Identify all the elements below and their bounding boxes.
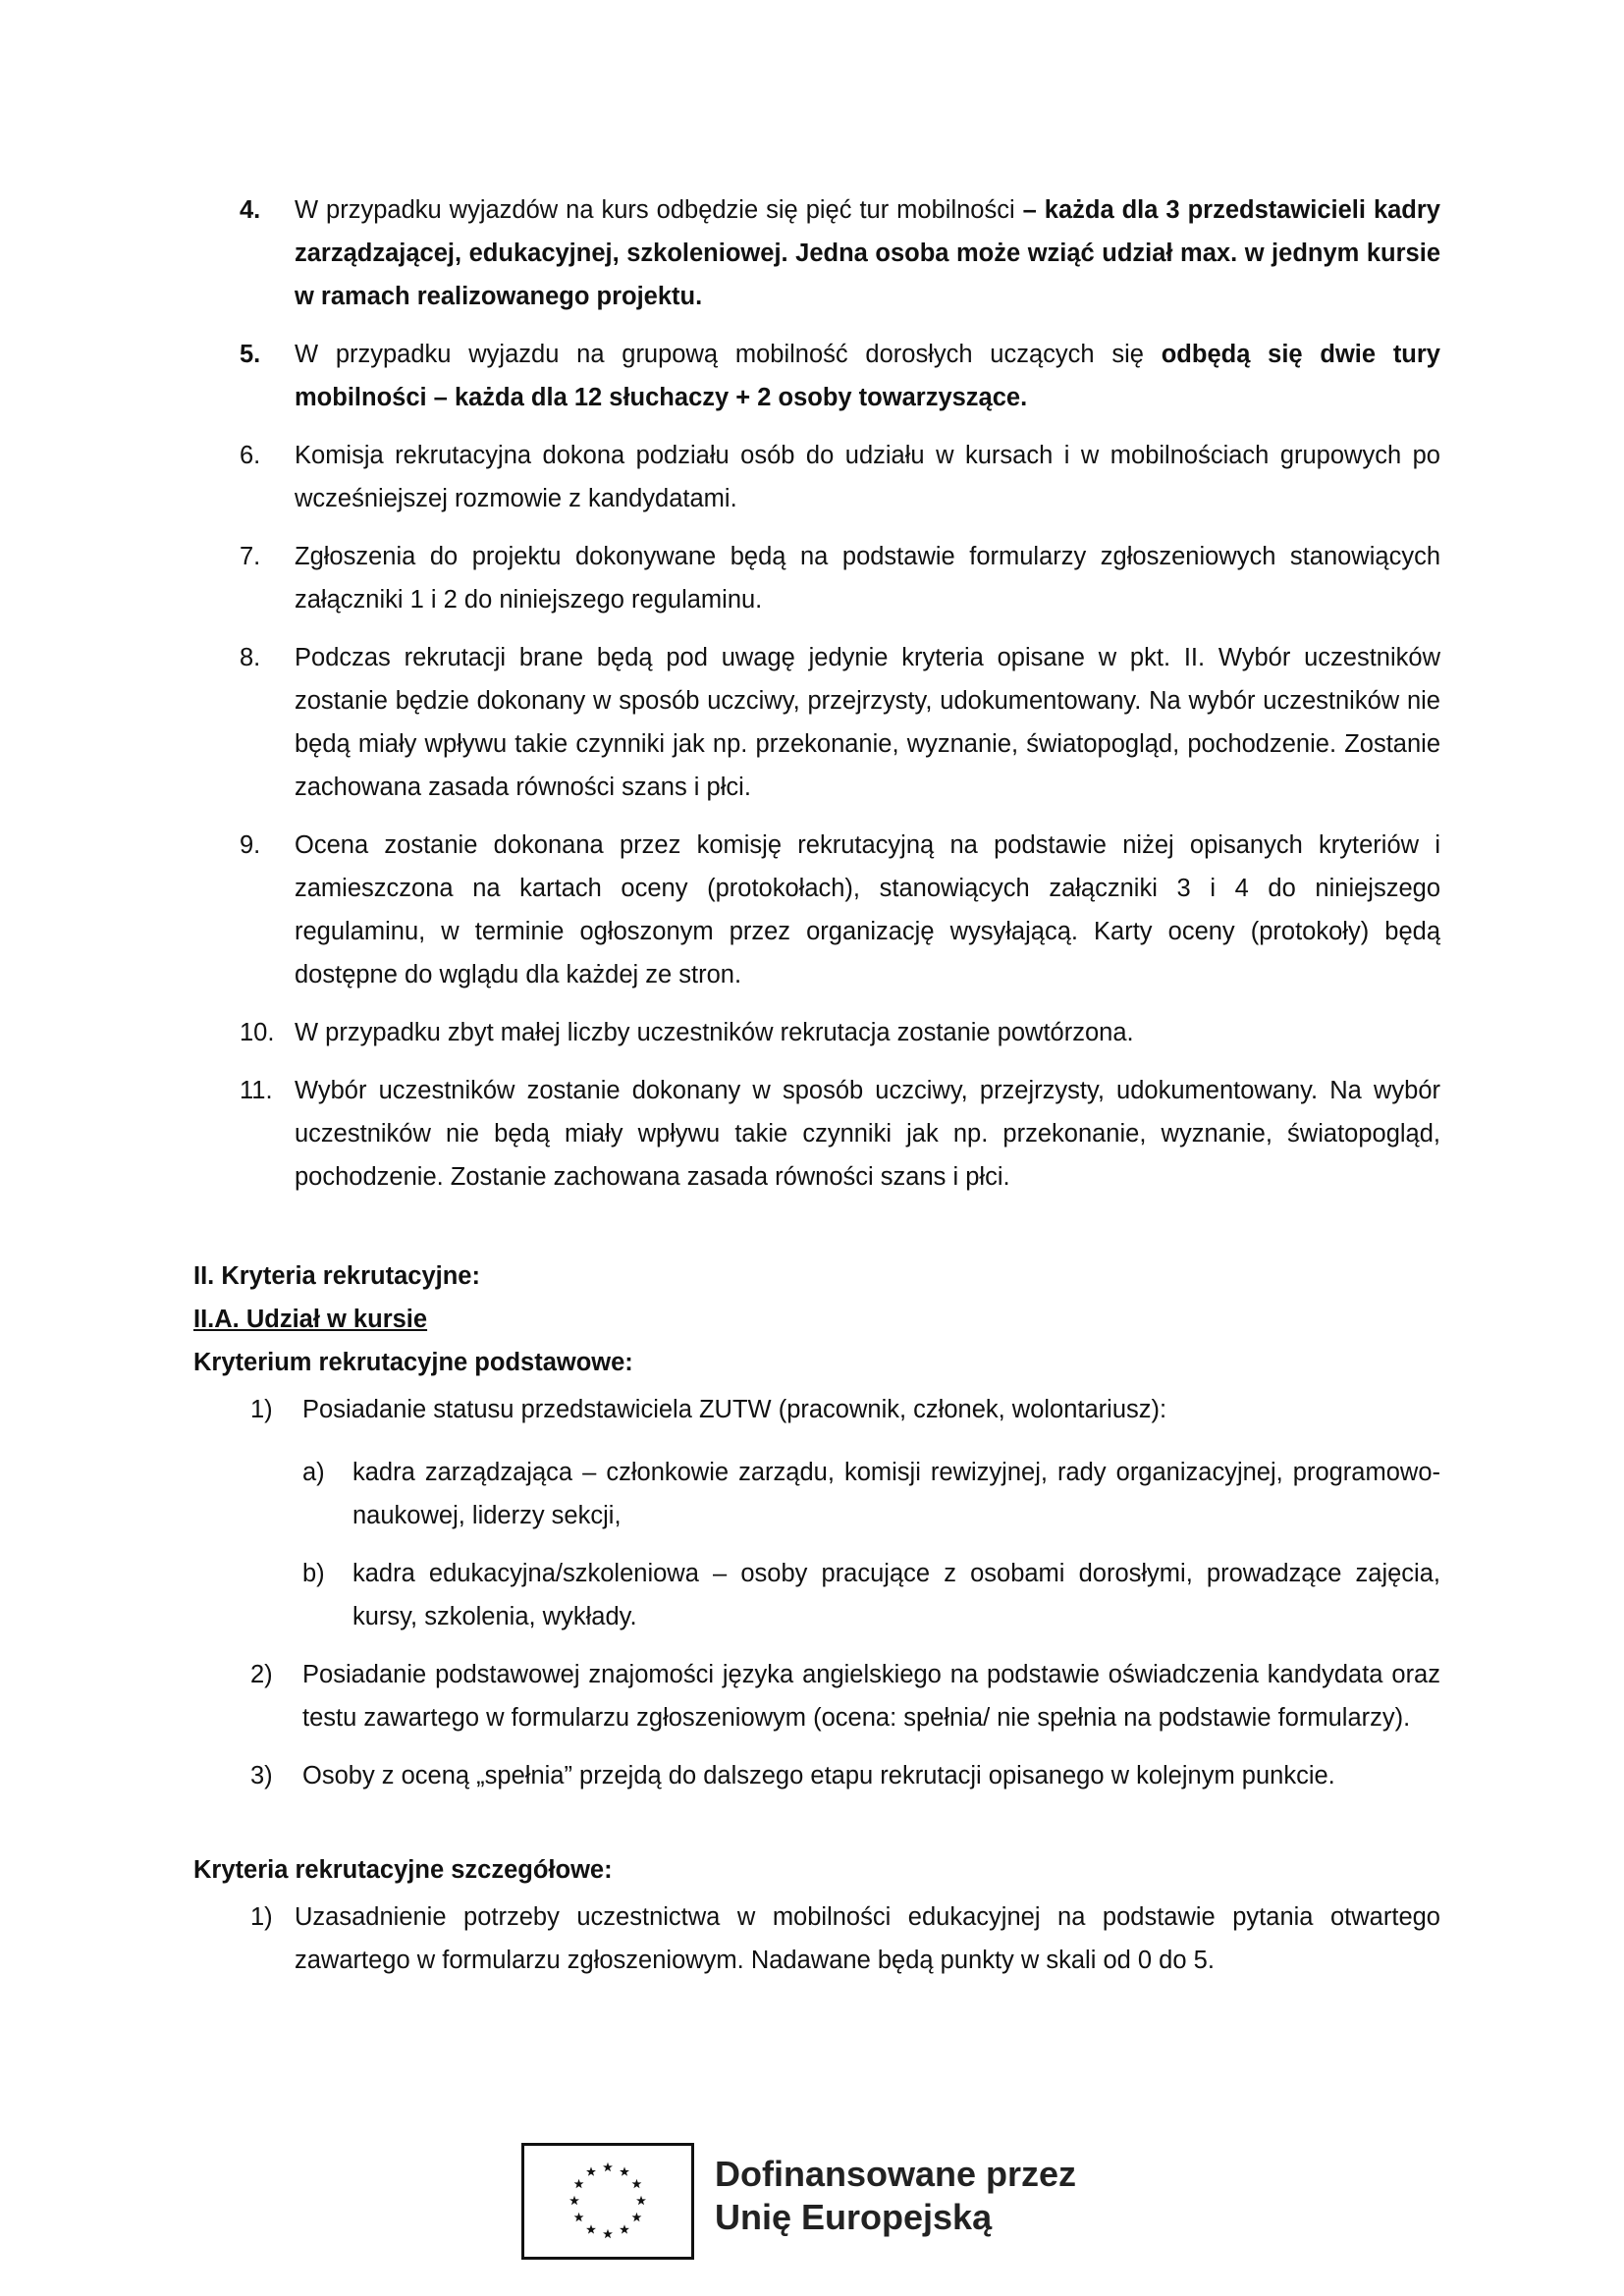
eu-flag-icon <box>521 2143 694 2260</box>
item-text: Osoby z oceną „spełnia” przejdą do dalszego etapu rekrutacji opisanego w kolejnym punkcie. <box>302 1762 1335 1789</box>
list-number: 10. <box>240 1019 275 1046</box>
sub-item-a <box>193 1451 1440 1537</box>
list-number: 11. <box>240 1077 273 1104</box>
item-text-bold: odbędą się dwie tury mobilności – każda dla 12 słuchaczy + 2 osoby towarzyszące. <box>295 341 1440 411</box>
item-text: Komisja rekrutacyjna dokona podziału osób do udziału w kursach i w mobilnościach grupowych po wcześniejszej rozmowie z kandydatami. <box>295 442 1440 512</box>
item-text: Posiadanie podstawowej znajomości języka angielskiego na podstawie oświadczenia kandydata oraz testu zawartego w formularzu zgłoszeniowym (ocena: spełnia/ nie spełnia na podstawie formularzy). <box>302 1661 1440 1732</box>
list-number: 7. <box>240 543 261 570</box>
list-number: 8. <box>240 644 261 671</box>
list-item-10 <box>193 1011 1440 1054</box>
basic-criterion-1 <box>193 1388 1440 1431</box>
item-text: W przypadku wyjazdów na kurs odbędzie się pięć tur mobilności <box>295 196 1023 224</box>
detail-criterion-1 <box>193 1896 1440 1982</box>
list-item-4 <box>193 188 1440 318</box>
item-text: W przypadku zbyt małej liczby uczestników rekrutacja zostanie powtórzona. <box>295 1019 1134 1046</box>
list-letter: b) <box>302 1560 325 1587</box>
list-number: 1) <box>250 1396 273 1423</box>
section-subtitle: II.A. Udział w kursie <box>193 1306 428 1333</box>
list-number: 2) <box>250 1661 273 1688</box>
eu-star-icon <box>632 2213 642 2221</box>
eu-star-icon <box>620 2224 629 2233</box>
basic-criterion-2 <box>193 1653 1440 1739</box>
item-text: Podczas rekrutacji brane będą pod uwagę jedynie kryteria opisane w pkt. II. Wybór uczestników zostanie będzie dokonany w sposób uczciwy, przejrzysty, udokumentowany. Na wybór uczestników nie będą miały wpływu takie czynniki jak np. przekonanie, wyznanie, światopogląd, pochodzenie. Zostanie zachowana zasada równości szans i płci. <box>295 644 1440 801</box>
list-number: 4. <box>240 196 261 224</box>
item-text: kadra zarządzająca – członkowie zarządu, komisji rewizyjnej, rady organizacyjnej, programowo-naukowej, liderzy sekcji, <box>352 1459 1440 1529</box>
sub-item-b <box>193 1552 1440 1638</box>
eu-star-icon <box>632 2179 642 2188</box>
list-number: 6. <box>240 442 261 469</box>
eu-star-icon <box>620 2166 629 2175</box>
item-text: Uzasadnienie potrzeby uczestnictwa w mobilności edukacyjnej na podstawie pytania otwartego zawartego w formularzu zgłoszeniowym. Nadawane będą punkty w skali od 0 do 5. <box>295 1903 1440 1974</box>
item-text: Wybór uczestników zostanie dokonany w sposób uczciwy, przejrzysty, udokumentowany. Na wybór uczestników nie będą miały wpływu takie czynniki jak np. przekonanie, wyznanie, światopogląd, pochodzenie. Zostanie zachowana zasada równości szans i płci. <box>295 1077 1440 1191</box>
list-item-8 <box>193 636 1440 809</box>
basic-criteria-heading: Kryterium rekrutacyjne podstawowe: <box>193 1349 633 1376</box>
item-text: kadra edukacyjna/szkoleniowa – osoby pracujące z osobami dorosłymi, prowadzące zajęcia, kursy, szkolenia, wykłady. <box>352 1560 1440 1630</box>
eu-funding-text <box>715 2153 1076 2239</box>
eu-star-icon <box>586 2224 596 2233</box>
list-item-5 <box>193 333 1440 419</box>
eu-star-icon <box>569 2196 579 2205</box>
list-number: 3) <box>250 1762 273 1789</box>
eu-funding-line1: Dofinansowane przez <box>715 2154 1077 2194</box>
list-item-9 <box>193 824 1440 996</box>
list-number: 5. <box>240 341 261 368</box>
item-text: Zgłoszenia do projektu dokonywane będą na podstawie formularzy zgłoszeniowych stanowiących załączniki 1 i 2 do niniejszego regulaminu. <box>295 543 1440 614</box>
eu-star-icon <box>603 2163 613 2171</box>
document-page <box>193 188 1440 1997</box>
list-item-7 <box>193 535 1440 621</box>
eu-star-icon <box>636 2196 646 2205</box>
item-text: Posiadanie statusu przedstawiciela ZUTW (pracownik, członek, wolontariusz): <box>302 1396 1167 1423</box>
eu-star-icon <box>603 2229 613 2238</box>
section-title: II. Kryteria rekrutacyjne: <box>193 1262 480 1290</box>
item-text: W przypadku wyjazdu na grupową mobilność dorosłych uczących się <box>295 341 1162 368</box>
list-letter: a) <box>302 1459 325 1486</box>
eu-funding-line2: Unię Europejską <box>715 2197 993 2237</box>
list-number: 9. <box>240 831 261 859</box>
list-item-11 <box>193 1069 1440 1199</box>
eu-star-icon <box>586 2166 596 2175</box>
detail-criteria-heading: Kryteria rekrutacyjne szczegółowe: <box>193 1856 613 1884</box>
list-item-6 <box>193 434 1440 520</box>
item-text-bold: – każda dla 3 przedstawicieli kadry zarządzającej, edukacyjnej, szkoleniowej. Jedna osoba może wziąć udział max. w jednym kursie w ramach realizowanego projektu. <box>295 196 1440 310</box>
item-text: Ocena zostanie dokonana przez komisję rekrutacyjną na podstawie niżej opisanych kryteriów i zamieszczona na kartach oceny (protokołach), stanowiących załączniki 3 i 4 do niniejszego regulaminu, w terminie ogłoszonym przez organizację wysyłającą. Karty oceny (protokoły) będą dostępne do wglądu dla każdej ze stron. <box>295 831 1440 988</box>
basic-criterion-3 <box>193 1754 1440 1797</box>
eu-funding-logo <box>521 2143 1130 2266</box>
list-number: 1) <box>250 1903 273 1931</box>
eu-star-icon <box>574 2179 584 2188</box>
eu-star-icon <box>574 2213 584 2221</box>
